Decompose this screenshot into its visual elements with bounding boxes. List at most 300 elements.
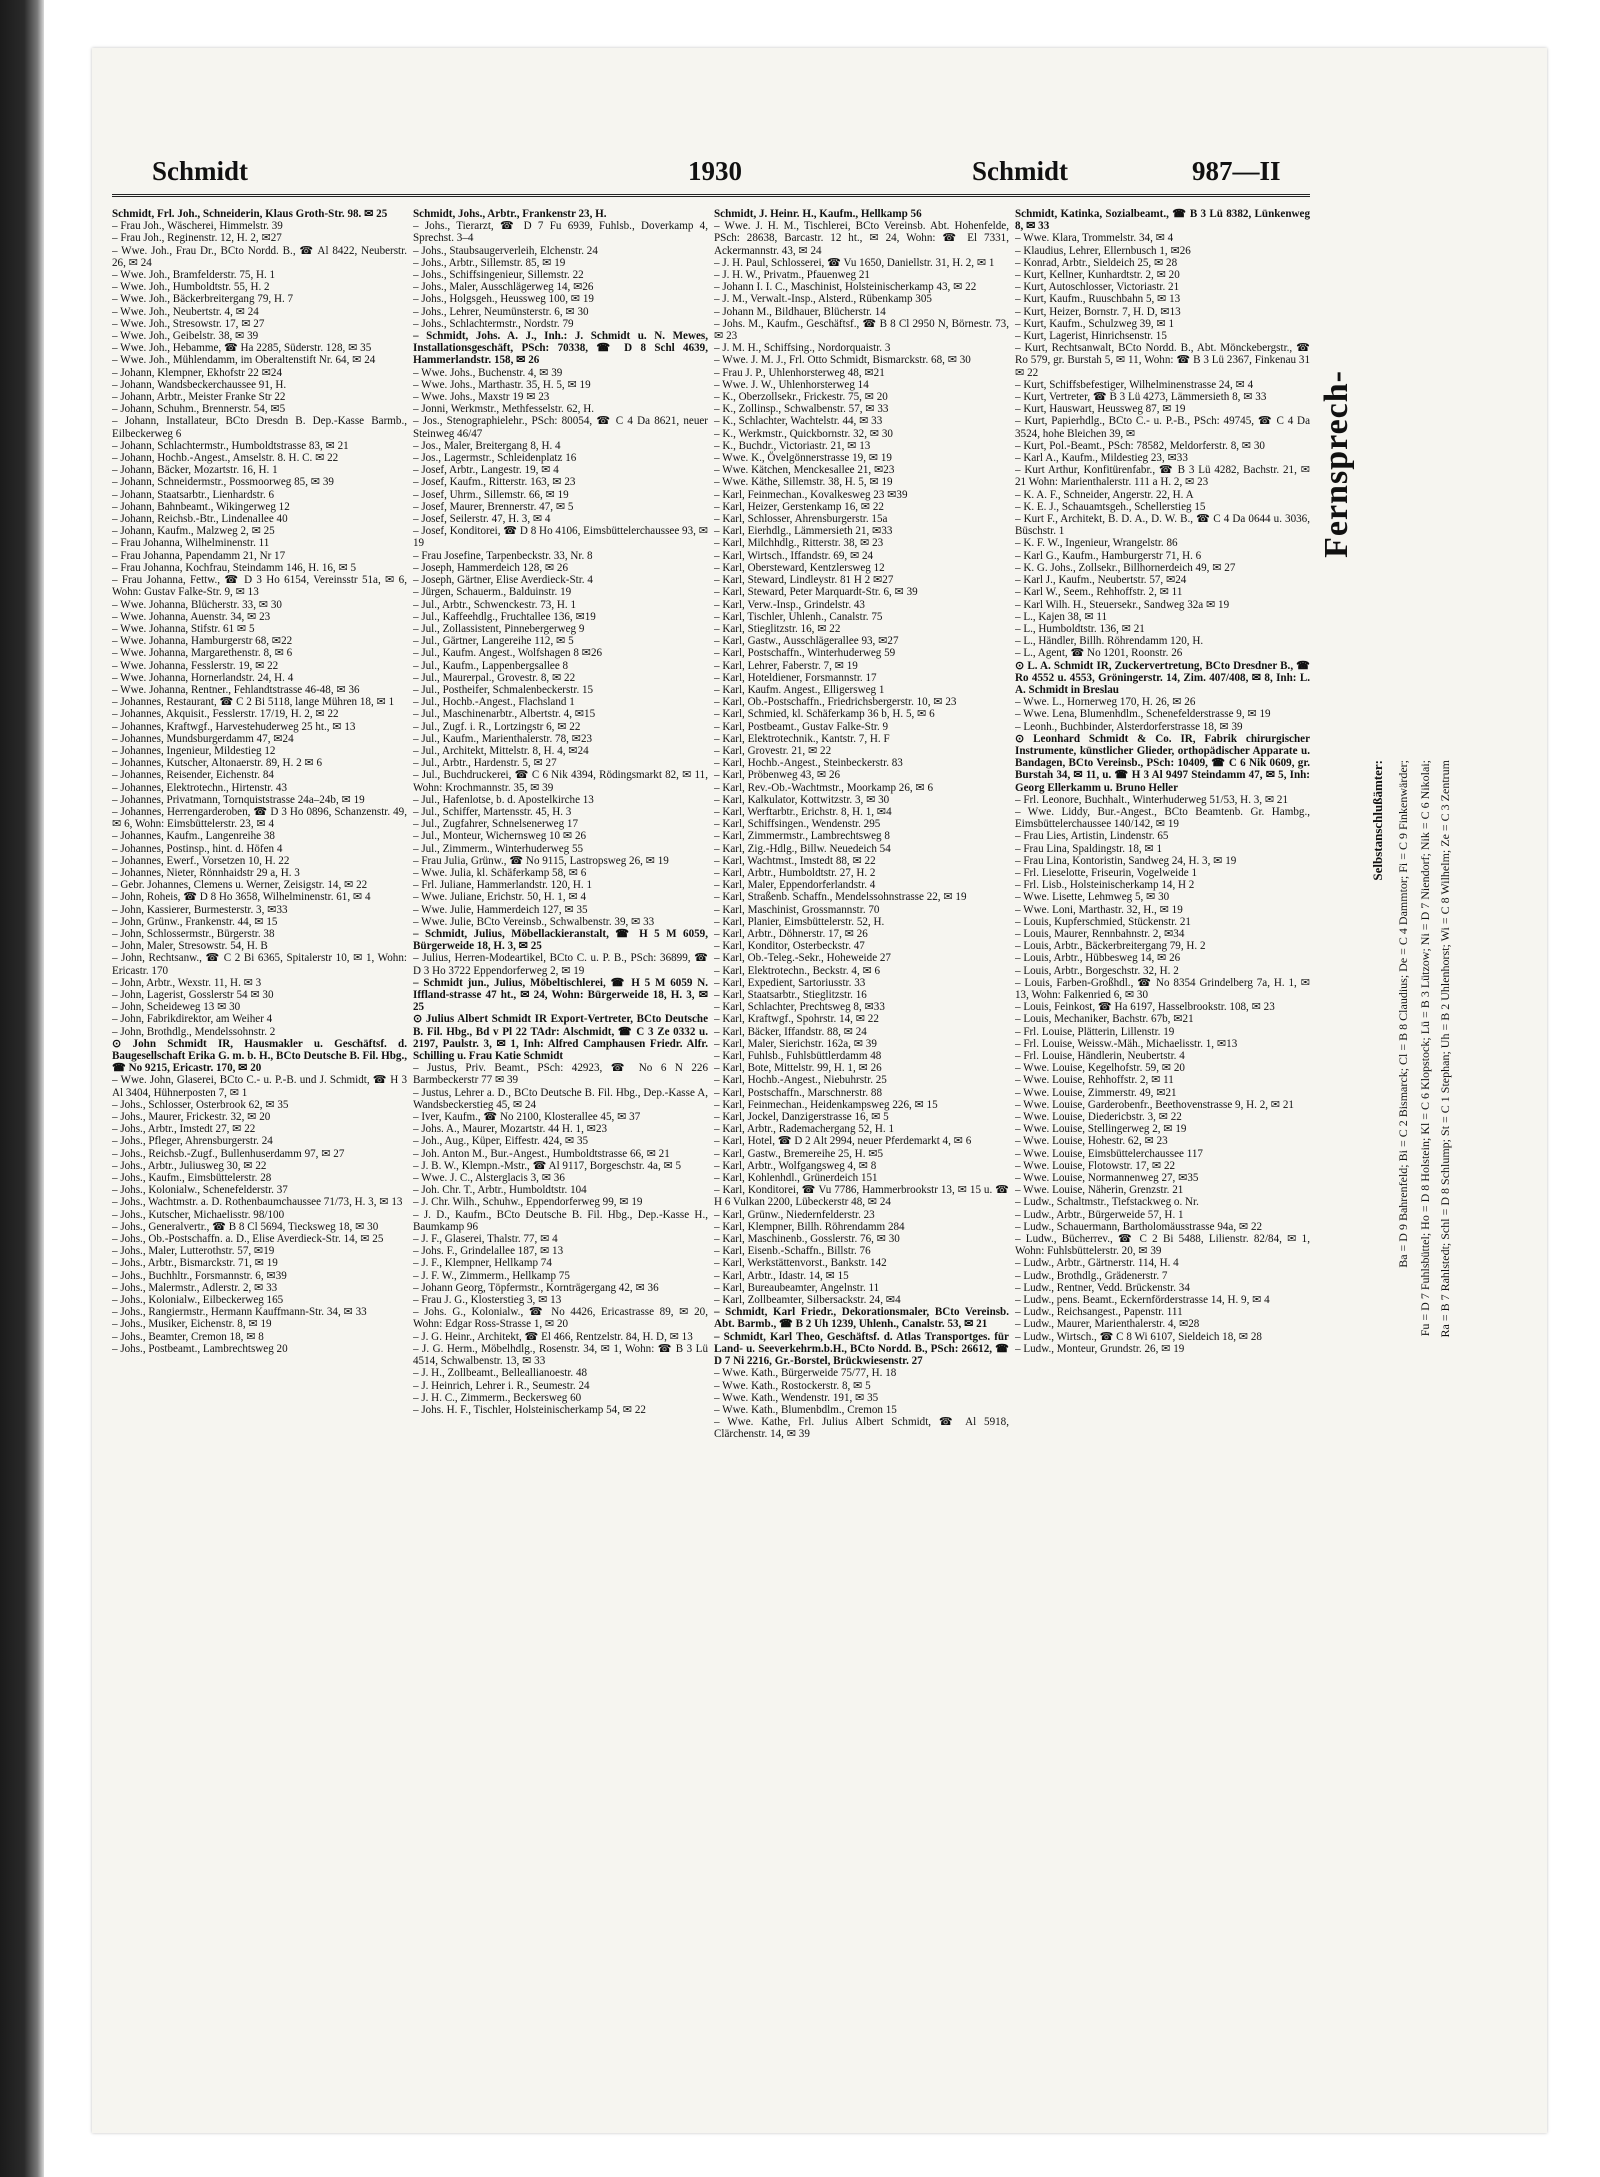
directory-entry: – Johann, Kaufm., Malzweg 2, ✉ 25 xyxy=(112,525,275,538)
directory-entry: – Kurt Arthur, Konfitürenfabr., ☎ B 3 Lü 4282, Bachstr. 21, ✉ 21 Wohn: Marienthalerstr. 111 a H. 2, ✉ 23 xyxy=(1015,464,1310,489)
directory-entry: – Louis, Farben-Großhdl., ☎ No 8354 Grindelberg 7a, H. 1, ✉ 13, Wohn: Falkenried 6, ✉ 30 xyxy=(1015,976,1310,1001)
directory-entry: – Johann, Installateur, BCto Dresdn B. Dep.-Kasse Barmb., Eilbeckerweg 6 xyxy=(112,415,407,440)
directory-entry: – Wwe. Louise, Zimmerstr. 49, ✉21 xyxy=(1015,1086,1177,1099)
directory-entry: – Frl. Louise, Händlerin, Neubertstr. 4 xyxy=(1015,1050,1185,1063)
directory-entry: ⊙ Julius Albert Schmidt IR Export-Vertreter, BCto Deutsche B. Fil. Hbg., Bd v Pl 22 TAdr: Alschmidt, ☎ C 3 Ze 0332 u. 2197, Paulstr. 3, ✉ 1, Inh: Alfred Camphausen Friedr. Alfr. Schilling u. Frau Katie Schmidt xyxy=(413,1013,708,1063)
directory-entry: – Wwe. Louise, Eimsbüttelerchaussee 117 xyxy=(1015,1147,1203,1160)
directory-entry: – Julius, Herren-Modeartikel, BCto C. u. P. B., PSch: 36899, ☎ D 3 Ho 3722 Eppendorferweg 2, ✉ 19 xyxy=(413,952,708,977)
directory-entry: – Johannes, Restaurant, ☎ C 2 Bi 5118, lange Mühren 18, ✉ 1 xyxy=(112,696,395,709)
directory-entry: – Jul., Monteur, Wichernsweg 10 ✉ 26 xyxy=(413,830,587,843)
directory-entry: – L., Agent, ☎ No 1201, Roonstr. 26 xyxy=(1015,647,1183,660)
directory-entry: – Karl, Kraftwgf., Spohrstr. 14, ✉ 22 xyxy=(714,1013,879,1026)
directory-entry: – Jul., Zollassistent, Pinnebergerweg 9 xyxy=(413,622,585,635)
directory-entry: – Jürgen, Schauerm., Balduinstr. 19 xyxy=(413,586,572,599)
directory-entry: – L., Kajen 38, ✉ 11 xyxy=(1015,610,1108,623)
directory-entry: Schmidt, Katinka, Sozialbeamt., ☎ B 3 Lü 8382, Lünkenweg 8, ✉ 33 xyxy=(1015,208,1310,233)
directory-entry: – Wwe. Joh., Humboldtstr. 55, H. 2 xyxy=(112,281,270,294)
directory-entry: – Karl, Stieglitzstr. 16, ✉ 22 xyxy=(714,622,841,635)
directory-entry: – Wwe. Johanna, Margarethenstr. 8, ✉ 6 xyxy=(112,647,293,660)
directory-entry: – Johannes, Herrengarderoben, ☎ D 3 Ho 0896, Schanzenstr. 49, ✉ 6, Wohn: Eimsbüttelerstr. 23, ✉ 4 xyxy=(112,805,407,831)
directory-entry: – Wwe. Juliane, Erichstr. 50, H. 1, ✉ 4 xyxy=(413,891,587,904)
directory-entry: – Kurt F., Architekt, B. D. A., D. W. B., ☎ C 4 Da 0644 u. 3036, Büschstr. 1 xyxy=(1015,513,1310,538)
directory-entry: Schmidt, J. Heinr. H., Kaufm., Hellkamp 56 xyxy=(714,208,922,220)
directory-entry: – Karl, Ob.-Teleg.-Sekr., Hoheweide 27 xyxy=(714,952,891,965)
directory-entry: – Karl, Pröbenweg 43, ✉ 26 xyxy=(714,769,841,782)
directory-entry: – Johs., Kolonialw., Eilbeckerweg 165 xyxy=(112,1294,284,1307)
directory-entry: – Karl, Maler, Eppendorferlandstr. 4 xyxy=(714,879,876,892)
directory-entry: – Wwe. Joh., Stresowstr. 17, ✉ 27 xyxy=(112,317,265,330)
directory-entry: – Johs. M., Kaufm., Geschäftsf., ☎ B 8 Cl 2950 N, Börnestr. 73, ✉ 23 xyxy=(714,317,1009,343)
directory-entry: – Joseph, Gärtner, Elise Averdieck-Str. 4 xyxy=(413,574,593,587)
directory-entry: – Karl, Tischler, Uhlenh., Canalstr. 75 xyxy=(714,610,883,623)
directory-entry: – Karl, Arbtr., Idastr. 14, ✉ 15 xyxy=(714,1269,849,1282)
directory-entry: – Karl, Gastw., Ausschlägerallee 93, ✉27 xyxy=(714,635,899,648)
directory-entry: – John, Grünw., Frankenstr. 44, ✉ 15 xyxy=(112,915,278,928)
directory-entry: – Karl, Postschaffn., Marschnerstr. 88 xyxy=(714,1086,883,1099)
directory-entry: – Jos., Maler, Breitergang 8, H. 4 xyxy=(413,439,561,452)
directory-entry: – Louis, Arbtr., Bäckerbreitergang 79, H. 2 xyxy=(1015,940,1206,953)
directory-entry: – Karl, Jockel, Danzigerstrasse 16, ✉ 5 xyxy=(714,1111,889,1124)
directory-entry: – Frl. Lisb., Holsteinischerkamp 14, H 2 xyxy=(1015,879,1195,892)
directory-entry: – Frau Joh., Wäscherei, Himmelstr. 39 xyxy=(112,220,283,233)
column-4 xyxy=(1015,208,1310,2056)
directory-entry: – John, Arbtr., Wexstr. 11, H. ✉ 3 xyxy=(112,976,262,989)
directory-entry: – Karl, Arbtr., Döhnerstr. 17, ✉ 26 xyxy=(714,927,868,940)
directory-entry: – Karl, Kaufm. Angest., Elligersweg 1 xyxy=(714,683,885,696)
directory-entry: – Ludw., Maurer, Marienthalerstr. 4, ✉28 xyxy=(1015,1318,1200,1331)
directory-entry: – Karl, Hotel, ☎ D 2 Alt 2994, neuer Pferdemarkt 4, ✉ 6 xyxy=(714,1135,972,1148)
directory-entry: – Wwe. Louise, Rehhoffstr. 2, ✉ 11 xyxy=(1015,1074,1174,1087)
directory-entry: – K., Buchdr., Victoriastr. 21, ✉ 13 xyxy=(714,439,871,452)
directory-entry: – Karl, Gastw., Bremereihe 25, H. ✉5 xyxy=(714,1147,884,1160)
directory-entry: – Karl, Verw.-Insp., Grindelstr. 43 xyxy=(714,598,865,611)
directory-entry: – Louis, Feinkost, ☎ Ha 6197, Hasselbrookstr. 108, ✉ 23 xyxy=(1015,1001,1275,1014)
directory-entry: – John, Brothdlg., Mendelssohnstr. 2 xyxy=(112,1025,276,1038)
directory-entry: – Karl, Kalkulator, Kottwitzstr. 3, ✉ 30 xyxy=(714,793,890,806)
directory-entry: – Wwe. J. M. J., Frl. Otto Schmidt, Bismarckstr. 68, ✉ 30 xyxy=(714,354,971,367)
directory-entry: – Karl W., Seem., Rehhoffstr. 2, ✉ 11 xyxy=(1015,586,1183,599)
directory-entry: – Ludw., Reichsangest., Papenstr. 111 xyxy=(1015,1306,1183,1319)
directory-entry: ⊙ John Schmidt IR, Hausmakler u. Geschäftsf. d. Baugesellschaft Erika G. m. b. H., BCto Deutsche B. Fil. Hbg., ☎ No 9215, Ericastr. 170, ✉ 20 xyxy=(112,1037,407,1075)
directory-entry: – Johann, Wandsbeckerchaussee 91, H. xyxy=(112,378,287,391)
directory-entry: – Wwe. Käthe, Sillemstr. 38, H. 5, ✉ 19 xyxy=(714,476,893,489)
directory-entry: – Karl, Fuhlsb., Fuhlsbüttlerdamm 48 xyxy=(714,1050,882,1063)
directory-entry: – Karl, Postbeamt., Gustav Falke-Str. 9 xyxy=(714,720,889,733)
directory-entry: – Johannes, Postinsp., hint. d. Höfen 4 xyxy=(112,842,283,855)
directory-entry: – Karl, Maler, Sierichstr. 162a, ✉ 39 xyxy=(714,1037,877,1050)
directory-entry: – Karl, Grünw., Niedernfelderstr. 23 xyxy=(714,1208,875,1221)
directory-entry: – Wwe. Joh., Bäckerbreitergang 79, H. 7 xyxy=(112,293,294,306)
directory-entry: – L., Händler, Billh. Röhrendamm 120, H. xyxy=(1015,635,1204,648)
directory-entry: – Karl A., Kaufm., Mildestieg 23, ✉33 xyxy=(1015,452,1188,465)
directory-entry: – Schmidt, Johs. A. J., Inh.: J. Schmidt u. N. Mewes, Installationsgeschäft, PSch: 70338, ☎ D 8 Schl 4639, Hammerlandstr. 158, ✉ 26 xyxy=(413,330,708,367)
directory-entry: – Wwe. Liddy, Bur.-Angest., BCto Beamtenb. Gr. Hambg., Eimsbüttelerchaussee 140/142, ✉ 19 xyxy=(1015,805,1310,831)
book-spine xyxy=(0,0,44,2177)
header-rule xyxy=(112,194,1310,197)
directory-entry: – Karl, Rev.-Ob.-Wachtmstr., Moorkamp 26, ✉ 6 xyxy=(714,781,934,794)
directory-entry: – Jul., Maschinenarbtr., Albertstr. 4, ✉15 xyxy=(413,708,596,721)
directory-entry: – Wwe. Louise, Flotowstr. 17, ✉ 22 xyxy=(1015,1159,1176,1172)
directory-entry: – Karl, Schlachter, Prechtsweg 8, ✉33 xyxy=(714,1001,885,1014)
directory-entry: – Josef, Arbtr., Langestr. 19, ✉ 4 xyxy=(413,464,559,477)
directory-entry: – Gebr. Johannes, Clemens u. Werner, Zeisigstr. 14, ✉ 22 xyxy=(112,879,368,892)
directory-entry: – Josef, Maurer, Brennerstr. 47, ✉ 5 xyxy=(413,500,574,513)
directory-entry: – J. H., Zollbeamt., Belleallianoestr. 48 xyxy=(413,1367,588,1380)
directory-entry: – Karl, Zig.-Hdlg., Billw. Neuedeich 54 xyxy=(714,842,891,855)
directory-entry: – Frau Josefine, Tarpenbeckstr. 33, Nr. 8 xyxy=(413,549,593,562)
directory-entry: – John, Fabrikdirektor, am Weiher 4 xyxy=(112,1013,273,1026)
directory-entry: – K., Oberzollsekr., Frickestr. 75, ✉ 20 xyxy=(714,391,888,404)
directory-entry: – Kurt, Papierhdlg., BCto C.- u. P.-B., PSch: 49745, ☎ C 4 Da 3524, hohe Bleichen 39, ✉ xyxy=(1015,415,1310,440)
directory-entry: – Karl, Schlosser, Ahrensburgerstr. 15a xyxy=(714,513,888,526)
directory-entry: – Johs., Schiffsingenieur, Sillemstr. 22 xyxy=(413,269,584,282)
directory-entry: – Johann, Klempner, Ekhofstr 22 ✉24 xyxy=(112,366,282,379)
running-head-left: Schmidt xyxy=(152,156,249,186)
directory-entry: – Wwe. Lena, Blumenhdlm., Schenefelderstrasse 9, ✉ 19 xyxy=(1015,708,1271,721)
directory-entry: – Wwe. Johs., Buchenstr. 4, ✉ 39 xyxy=(413,366,563,379)
directory-entry: – Schmidt, Karl Friedr., Dekorationsmaler, BCto Vereinsb. Abt. Barmb., ☎ B 2 Uh 1239, Uhlenh., Canalstr. 53, ✉ 21 xyxy=(714,1306,1009,1331)
directory-entry: – Karl, Feinmechan., Kovalkesweg 23 ✉39 xyxy=(714,488,908,501)
directory-entry: – Johs., Maler, Ausschlägerweg 14, ✉26 xyxy=(413,281,594,294)
directory-entry: – Josef, Konditorei, ☎ D 8 Ho 4106, Eimsbüttelerchaussee 93, ✉ 19 xyxy=(413,525,708,550)
directory-entry: – Karl, Hochb.-Angest., Niebuhrstr. 25 xyxy=(714,1074,887,1087)
directory-entry: – J. M., Verwalt.-Insp., Alsterd., Rübenkamp 305 xyxy=(714,293,932,306)
directory-entry: – Frau Johanna, Wilhelminenstr. 11 xyxy=(112,537,270,550)
directory-entry: – Kurt, Schiffsbefestiger, Wilhelminenstrasse 24, ✉ 4 xyxy=(1015,378,1254,391)
directory-entry: – Karl, Elektrotechn., Beckstr. 4, ✉ 6 xyxy=(714,964,881,977)
directory-entry: – Frau Johanna, Kochfrau, Steindamm 146, H. 16, ✉ 5 xyxy=(112,561,357,574)
directory-entry: – John, Schlossermstr., Bürgerstr. 38 xyxy=(112,927,275,940)
directory-entry: – Louis, Kupferschmied, Stückenstr. 21 xyxy=(1015,915,1191,928)
directory-entry: – K., Schlachter, Wachtelstr. 44, ✉ 33 xyxy=(714,415,883,428)
directory-entry: – Louis, Mechaniker, Bachstr. 67b, ✉21 xyxy=(1015,1013,1194,1026)
exchange-legend xyxy=(1318,200,1548,2060)
directory-entry: – Karl, Maschinist, Grossmannstr. 70 xyxy=(714,903,880,916)
directory-entry: – Wwe. Louise, Kegelhofstr. 59, ✉ 20 xyxy=(1015,1062,1185,1075)
directory-entry: – Frl. Leonore, Buchhalt., Winterhuderweg 51/53, H. 3, ✉ 21 xyxy=(1015,793,1288,806)
directory-entry: – Ludw., Rentner, Vedd. Brückenstr. 34 xyxy=(1015,1281,1190,1294)
directory-entry: – J. D., Kaufm., BCto Deutsche B. Fil. Hbg., Dep.-Kasse H., Baumkamp 96 xyxy=(413,1208,708,1233)
directory-entry: – Ludw., Wirtsch., ☎ C 8 Wi 6107, Sieldeich 18, ✉ 28 xyxy=(1015,1330,1262,1343)
directory-entry: – Louis, Arbtr., Borgeschstr. 32, H. 2 xyxy=(1015,964,1179,977)
directory-entry: – Frl. Louise, Plätterin, Lillenstr. 19 xyxy=(1015,1025,1175,1038)
directory-entry: – Wwe. Joh., Neubertstr. 4, ✉ 24 xyxy=(112,305,259,318)
directory-entry: – Jul., Buchdruckerei, ☎ C 6 Nik 4394, Rödingsmarkt 82, ✉ 11, Wohn: Krochmannstr. 35, ✉ 39 xyxy=(413,769,708,794)
directory-entry: – Johs., Maler, Lutterothstr. 57, ✉19 xyxy=(112,1245,275,1258)
directory-entry: – Johannes, Mundsburgerdamm 47, ✉24 xyxy=(112,732,294,745)
directory-entry: – Jul., Maurerpal., Grovestr. 8, ✉ 22 xyxy=(413,671,576,684)
directory-entry: – Justus, Lehrer a. D., BCto Deutsche B. Fil. Hbg., Dep.-Kasse A, Wandsbeckerstieg 45, ✉ 24 xyxy=(413,1086,708,1111)
directory-entry: – Wwe. Loni, Marthastr. 32, H., ✉ 19 xyxy=(1015,903,1183,916)
directory-entry: – Karl, Zollbeamter, Silbersackstr. 24, ✉4 xyxy=(714,1294,901,1307)
directory-entry: – Wwe. John, Glaserei, BCto C.- u. P.-B. und J. Schmidt, ☎ H 3 Al 3404, Hühnerposten 7, ✉ 1 xyxy=(112,1074,407,1099)
directory-entry: – Karl, Postschaffn., Winterhuderweg 59 xyxy=(714,647,896,660)
directory-entry: – Johs., Maurer, Frickestr. 32, ✉ 20 xyxy=(112,1111,271,1124)
directory-entry: – Johs., Buchhltr., Forsmannstr. 6, ✉39 xyxy=(112,1269,287,1282)
directory-entry: – Kurt, Heizer, Bornstr. 7, H. D, ✉13 xyxy=(1015,305,1181,318)
directory-entry: – K. F. W., Ingenieur, Wrangelstr. 86 xyxy=(1015,537,1178,550)
directory-entry: – Johannes, Nieter, Rönnhaidstr 29 a, H. 3 xyxy=(112,866,300,879)
directory-entry: – Wwe. Joh., Hebamme, ☎ Ha 2285, Süderstr. 128, ✉ 35 xyxy=(112,342,372,355)
page-year: 1930 xyxy=(688,156,742,186)
column-3 xyxy=(714,208,1009,2056)
directory-entry: – Johannes, Ingenieur, Mildestieg 12 xyxy=(112,744,276,757)
directory-entry: – Karl, Arbtr., Rademachergang 52, H. 1 xyxy=(714,1123,895,1136)
page-number: 987—II xyxy=(1192,156,1281,186)
directory-entry: – Johs. F., Grindelallee 187, ✉ 13 xyxy=(413,1245,564,1258)
directory-entry: – Karl, Expedient, Sartoriusstr. 33 xyxy=(714,976,866,989)
directory-entry: – Johs., Kaufm., Eimsbüttelerstr. 28 xyxy=(112,1172,272,1185)
directory-entry: – John, Lagerist, Gosslerstr 54 ✉ 30 xyxy=(112,989,274,1001)
directory-entry: ⊙ L. A. Schmidt IR, Zuckervertretung, BCto Dresdner B., ☎ Ro 4552 u. 4553, Gröningerstr. 14, Zim. 407/408, ✉ 8, Inh: L. A. Schmidt in Breslau xyxy=(1015,659,1310,696)
directory-entry: – Karl, Heizer, Gerstenkamp 16, ✉ 22 xyxy=(714,500,884,513)
directory-entry: – Wwe. Johanna, Auenstr. 34, ✉ 23 xyxy=(112,610,271,623)
directory-entry: – Josef, Uhrm., Sillemstr. 66, ✉ 19 xyxy=(413,488,569,501)
column-2 xyxy=(413,208,708,2056)
directory-entry: – Leonh., Buchbinder, Alsterdorferstrasse 18, ✉ 39 xyxy=(1015,720,1243,733)
directory-entry: – Johs. A., Maurer, Mozartstr. 44 H. 1, ✉23 xyxy=(413,1123,608,1136)
directory-entry: – Karl, Bäcker, Iffandstr. 88, ✉ 24 xyxy=(714,1025,867,1038)
directory-entry: – Jul., Kaufm. Angest., Wolfshagen 8 ✉26 xyxy=(413,647,603,660)
directory-entry: – Jul., Zugfahrer, Schnelsenerweg 17 xyxy=(413,818,578,831)
directory-entry: – Wwe. Johanna, Fesslerstr. 19, ✉ 22 xyxy=(112,659,279,672)
directory-entry: – Wwe. Julie, BCto Vereinsb., Schwalbenstr. 39, ✉ 33 xyxy=(413,915,655,928)
directory-entry: – Johann M., Bildhauer, Blücherstr. 14 xyxy=(714,305,886,318)
directory-entry: – Johann I. I. C., Maschinist, Holsteinischerkamp 43, ✉ 22 xyxy=(714,281,977,294)
directory-entry: – Kurt, Kaufm., Schulzweg 39, ✉ 1 xyxy=(1015,317,1175,330)
directory-entry: – Frl. Juliane, Hammerlandstr. 120, H. 1 xyxy=(413,879,593,892)
directory-entry: – Wwe. Johanna, Hamburgerstr 68, ✉22 xyxy=(112,635,293,648)
directory-entry: – Joseph, Hammerdeich 128, ✉ 26 xyxy=(413,561,569,574)
directory-entry: – John, Roheis, ☎ D 8 Ho 3658, Wilhelminenstr. 61, ✉ 4 xyxy=(112,891,371,904)
legend-line-1: Ba = D 9 Bahrenfeld; Bi = C 2 Bismarck; Cl = B 8 Claudius; De = C 4 Dammtor; Fi = C 9 Finkenwärder; xyxy=(1396,760,1410,1268)
directory-entry: – Johs. G., Kolonialw., ☎ No 4426, Ericastrasse 89, ✉ 20, Wohn: Edgar Ross-Strasse 1, ✉ 20 xyxy=(413,1306,708,1331)
directory-entry: – K., Werkmstr., Quickbornstr. 32, ✉ 30 xyxy=(714,427,893,440)
directory-entry: – Wwe. Kath., Bürgerweide 75/77, H. 18 xyxy=(714,1367,897,1380)
directory-entry: – Johs., Arbtr., Bismarckstr. 71, ✉ 19 xyxy=(112,1257,278,1270)
directory-entry: – Ludw., Arbtr., Gärtnerstr. 114, H. 4 xyxy=(1015,1257,1179,1270)
directory-entry: – Karl, Bote, Mittelstr. 99, H. 1, ✉ 26 xyxy=(714,1062,882,1075)
directory-entry: – Frl. Lieselotte, Friseurin, Vogelweide 1 xyxy=(1015,866,1197,879)
directory-entry: – J. F., Klempner, Hellkamp 74 xyxy=(413,1257,552,1270)
directory-entry: – Johann, Staatsarbtr., Lienhardstr. 6 xyxy=(112,488,275,501)
legend-subtitle: Selbstanschlußämter: xyxy=(1370,760,1385,881)
directory-entry: – Jul., Zimmerm., Winterhuderweg 55 xyxy=(413,842,584,855)
directory-entry: – John, Maler, Stresowstr. 54, H. B xyxy=(112,940,268,953)
directory-entry: – Joh. Chr. T., Arbtr., Humboldtstr. 104 xyxy=(413,1184,587,1197)
directory-entry: – Karl, Schiffsingen., Wendenstr. 295 xyxy=(714,818,881,831)
directory-entry: – Wwe. Louise, Hohestr. 62, ✉ 23 xyxy=(1015,1135,1168,1148)
directory-entry: – Johannes, Kutscher, Altonaerstr. 89, H. 2 ✉ 6 xyxy=(112,757,323,770)
directory-entry: – Frau Johanna, Papendamm 21, Nr 17 xyxy=(112,549,286,562)
directory-entry: – Frl. Louise, Weissw.-Mäh., Michaelisstr. 1, ✉13 xyxy=(1015,1037,1238,1050)
directory-entry: – Kurt, Lagerist, Hinrichsenstr. 15 xyxy=(1015,330,1167,343)
directory-entry: – Karl, Straßenb. Schaffn., Mendelssohnstrasse 22, ✉ 19 xyxy=(714,891,967,904)
directory-entry: – Wwe. Johs., Maxstr 19 ✉ 23 xyxy=(413,391,550,404)
directory-entry: – Karl G., Kaufm., Hamburgerstr 71, H. 6 xyxy=(1015,549,1202,562)
directory-entry: – Johs., Staubsaugerverleih, Elchenstr. 24 xyxy=(413,244,598,257)
directory-entry: – Wwe. Julie, Hammerdeich 127, ✉ 35 xyxy=(413,903,588,916)
directory-entry: – J. G. Herm., Möbelhdlg., Rosenstr. 34, ✉ 1, Wohn: ☎ B 3 Lü 4514, Schwalbenstr. 13, ✉ 33 xyxy=(413,1342,708,1368)
directory-entry: – K. E. J., Schauamtsgeh., Schellerstieg 15 xyxy=(1015,500,1206,513)
directory-entry: – Wwe. Kath., Rostockerstr. 8, ✉ 5 xyxy=(714,1379,871,1392)
directory-entry: – Frau Lina, Kontoristin, Sandweg 24, H. 3, ✉ 19 xyxy=(1015,854,1237,867)
directory-entry: – J. F., Glaserei, Thalstr. 77, ✉ 4 xyxy=(413,1233,558,1246)
directory-entry: – Wwe. Louise, Garderobenfr., Beethovenstrasse 9, H. 2, ✉ 21 xyxy=(1015,1098,1294,1111)
directory-entry: – Jos., Stenographielehr., PSch: 80054, ☎ C 4 Da 8621, neuer Steinweg 46/47 xyxy=(413,415,708,440)
directory-entry: – Wwe. Louise, Näherin, Grenzstr. 21 xyxy=(1015,1184,1184,1197)
legend-title: Fernsprech- xyxy=(1318,370,1355,558)
directory-entry: – Karl, Steward, Lindleystr. 81 H 2 ✉27 xyxy=(714,574,894,587)
directory-entry: – Johannes, Elektrotechn., Hirtenstr. 43 xyxy=(112,781,287,794)
running-head-right: Schmidt xyxy=(972,156,1069,186)
directory-entry: – Wwe. Kath., Wendenstr. 191, ✉ 35 xyxy=(714,1391,879,1404)
directory-entry: – Johs. H. F., Tischler, Holsteinischerkamp 54, ✉ 22 xyxy=(413,1403,646,1416)
directory-entry: – Joh. Anton M., Bur.-Angest., Humboldtstrasse 66, ✉ 21 xyxy=(413,1147,670,1160)
directory-entry: – Johs., Beamter, Cremon 18, ✉ 8 xyxy=(112,1330,264,1343)
directory-entry: – Louis, Maurer, Rennbahnstr. 2, ✉34 xyxy=(1015,927,1185,940)
directory-entry: – Karl, Wachtmst., Imstedt 88, ✉ 22 xyxy=(714,854,876,867)
directory-entry: – Johannes, Akquisit., Fesslerstr. 17/19, H. 2, ✉ 22 xyxy=(112,708,339,721)
directory-entry: – Karl, Lehrer, Faberstr. 7, ✉ 19 xyxy=(714,659,858,672)
directory-entry: – Karl, Werkstättenvorst., Bankstr. 142 xyxy=(714,1257,887,1270)
directory-entry: – Wwe. Klara, Trommelstr. 34, ✉ 4 xyxy=(1015,232,1174,245)
directory-entry: – Johannes, Kraftwgf., Harvestehuderweg 25 ht., ✉ 13 xyxy=(112,720,356,733)
directory-entry: – Johs., Generalvertr., ☎ B 8 Cl 5694, Tiecksweg 18, ✉ 30 xyxy=(112,1220,379,1233)
directory-entry: – Iver, Kaufm., ☎ No 2100, Klosterallee 45, ✉ 37 xyxy=(413,1111,641,1124)
directory-entry: – Wwe. Lisette, Lehmweg 5, ✉ 30 xyxy=(1015,891,1170,904)
directory-entry: – J. F. W., Zimmerm., Hellkamp 75 xyxy=(413,1269,570,1282)
directory-entry: – Karl, Grovestr. 21, ✉ 22 xyxy=(714,744,832,757)
directory-entry: – Wwe. Louise, Stellingerweg 2, ✉ 19 xyxy=(1015,1123,1187,1136)
directory-entry: – Karl, Schmied, kl. Schäferkamp 36 b, H. 5, ✉ 6 xyxy=(714,708,935,721)
directory-columns xyxy=(112,208,1310,2056)
directory-entry: – Karl, Kohlenhdl., Grünerdeich 151 xyxy=(714,1172,878,1185)
directory-entry: – Wwe. Johanna, Rentner., Fehlandtstrasse 46-48, ✉ 36 xyxy=(112,683,360,696)
directory-entry: – Kurt, Autoschlosser, Victoriastr. 21 xyxy=(1015,281,1180,294)
directory-entry: – J. H. C., Zimmerm., Beckersweg 60 xyxy=(413,1391,582,1404)
directory-entry: – Johs., Arbtr., Sillemstr. 85, ✉ 19 xyxy=(413,256,566,269)
directory-entry: – Karl, Werftarbtr., Erichstr. 8, H. 1, ✉4 xyxy=(714,805,892,818)
directory-entry: – Jul., Zugf. i. R., Lortzingstr 6, ✉ 22 xyxy=(413,720,581,733)
directory-entry: – J. H. W., Privatm., Pfauenweg 21 xyxy=(714,269,870,282)
directory-entry: – Jul., Kaufm., Marienthalerstr. 78, ✉23 xyxy=(413,732,593,745)
directory-entry: – Kurt, Pol.-Beamt., PSch: 78582, Meldorferstr. 8, ✉ 30 xyxy=(1015,439,1265,452)
directory-entry: Schmidt, Johs., Arbtr., Frankenstr 23, H. xyxy=(413,208,607,220)
directory-entry: – Wwe. Joh., Bramfelderstr. 75, H. 1 xyxy=(112,269,276,282)
directory-entry: – Karl, Milchhdlg., Ritterstr. 38, ✉ 23 xyxy=(714,537,884,550)
directory-entry: – Johs., Malermstr., Adlerstr. 2, ✉ 33 xyxy=(112,1281,278,1294)
directory-entry: – Kurt, Hauswart, Heussweg 87, ✉ 19 xyxy=(1015,403,1186,416)
directory-entry: – Johann Georg, Töpfermstr., Kornträgergang 42, ✉ 36 xyxy=(413,1281,659,1294)
directory-entry: – Johann, Bahnbeamt., Wikingerweg 12 xyxy=(112,500,290,513)
directory-entry: – Wwe. Joh., Mühlendamm, im Oberaltenstift Nr. 64, ✉ 24 xyxy=(112,354,376,367)
directory-entry: – L., Humboldtstr. 136, ✉ 21 xyxy=(1015,622,1145,635)
directory-entry: – Ludw., Brothdlg., Grädenerstr. 7 xyxy=(1015,1269,1168,1282)
directory-entry: – Johs., Pfleger, Ahrensburgerstr. 24 xyxy=(112,1135,273,1148)
directory-entry: – Wwe. J. C., Alsterglacis 3, ✉ 36 xyxy=(413,1172,565,1185)
directory-entry: – Johann, Schneidermstr., Possmoorweg 85, ✉ 39 xyxy=(112,476,334,489)
directory-entry: – Johs., Holgsgeh., Heussweg 100, ✉ 19 xyxy=(413,293,594,306)
directory-entry: – Frau J. P., Uhlenhorsterweg 48, ✉21 xyxy=(714,366,885,379)
directory-entry: – J. H. Paul, Schlosserei, ☎ Vu 1650, Daniellstr. 31, H. 2, ✉ 1 xyxy=(714,256,995,269)
directory-entry: – Karl, Feinmechan., Heidenkampsweg 226, ✉ 15 xyxy=(714,1098,938,1111)
directory-entry: – Johann, Bäcker, Mozartstr. 16, H. 1 xyxy=(112,464,278,477)
directory-entry: – K. G. Johs., Zollsekr., Billhornerdeich 49, ✉ 27 xyxy=(1015,561,1236,574)
directory-entry: – Jul., Postheifer, Schmalenbeckerstr. 15 xyxy=(413,683,594,696)
directory-entry: – Johs., Kutscher, Michaelisstr. 98/100 xyxy=(112,1208,285,1221)
directory-entry: – Karl, Staatsarbtr., Stieglitzstr. 16 xyxy=(714,989,867,1001)
directory-entry: – J. Chr. Wilh., Schuhw., Eppendorferweg 99, ✉ 19 xyxy=(413,1196,643,1209)
directory-entry: – Wwe. Julia, kl. Schäferkamp 58, ✉ 6 xyxy=(413,866,587,879)
directory-entry: – Johs., Lehrer, Neumünsterstr. 6, ✉ 30 xyxy=(413,305,589,318)
directory-entry: – Johs., Wachtmstr. a. D. Rothenbaumchaussee 71/73, H. 3, ✉ 13 xyxy=(112,1196,403,1209)
directory-entry: – Karl, Eisenb.-Schaffn., Billstr. 76 xyxy=(714,1245,871,1258)
legend-line-2: Fu = D 7 Fuhlsbüttel; Ho = D 8 Holstein; Kl = C 6 Klopstock; Lü = B 3 Lützow; Ni = D 7 Niendorf; Nik = C 6 Nikolai; xyxy=(1418,760,1432,1337)
directory-entry: – Wwe. Johanna, Stifstr. 61 ✉ 5 xyxy=(112,622,255,635)
directory-entry: – John, Scheideweg 13 ✉ 30 xyxy=(112,1001,241,1014)
directory-entry: – Johs., Schlosser, Osterbrook 62, ✉ 35 xyxy=(112,1098,289,1111)
directory-entry: Schmidt, Frl. Joh., Schneiderin, Klaus Groth-Str. 98. ✉ 25 xyxy=(112,208,388,220)
directory-entry: – Jul., Arbtr., Hardenstr. 5, ✉ 27 xyxy=(413,757,557,770)
directory-entry: – Ludw., Arbtr., Bürgerweide 57, H. 1 xyxy=(1015,1208,1184,1221)
directory-entry: – Jul., Kaufm., Lappenbergsallee 8 xyxy=(413,659,569,672)
directory-entry: – Josef, Kaufm., Ritterstr. 163, ✉ 23 xyxy=(413,476,576,489)
directory-entry: – Johs., Schlachtermstr., Nordstr. 79 xyxy=(413,317,574,330)
directory-entry: – Johs., Rangiermstr., Hermann Kauffmann-Str. 34, ✉ 33 xyxy=(112,1306,367,1319)
directory-entry: – John, Kassierer, Burmesterstr. 3, ✉33 xyxy=(112,903,288,916)
directory-entry: – Frau Julia, Grünw., ☎ No 9115, Lastropsweg 26, ✉ 19 xyxy=(413,854,669,867)
directory-entry: – Karl, Arbtr., Humboldtstr. 27, H. 2 xyxy=(714,866,876,879)
directory-entry: – Johs., Reichsb.-Zugf., Bullenhuserdamm 97, ✉ 27 xyxy=(112,1147,345,1160)
directory-entry: – K., Zollinsp., Schwalbenstr. 57, ✉ 33 xyxy=(714,403,889,416)
directory-entry: – Wwe. Louise, Normannenweg 27, ✉35 xyxy=(1015,1172,1199,1185)
directory-entry: – J. M. H., Schiffsing., Nordorquaistr. 3 xyxy=(714,342,891,355)
directory-entry: – Karl, Arbtr., Wolfgangsweg 4, ✉ 8 xyxy=(714,1159,877,1172)
directory-entry: – Johs., Kolonialw., Schenefelderstr. 37 xyxy=(112,1184,288,1197)
directory-entry: – Wwe. Kathe, Frl. Julius Albert Schmidt, ☎ Al 5918, Clärchenstr. 14, ✉ 39 xyxy=(714,1416,1009,1441)
directory-entry: – Johann, Schlachtermstr., Humboldtstrasse 83, ✉ 21 xyxy=(112,439,349,452)
directory-entry: – Johs., Ob.-Postschaffn. a. D., Elise Averdieck-Str. 14, ✉ 25 xyxy=(112,1233,384,1246)
directory-entry: – Johs., Tierarzt, ☎ D 7 Fu 6939, Fuhlsb., Doverkamp 4, Sprechst. 3–4 xyxy=(413,220,708,245)
directory-entry: – Karl, Steward, Peter Marquardt-Str. 6, ✉ 39 xyxy=(714,586,918,599)
directory-entry: – Wwe. Kätchen, Menckesallee 21, ✉23 xyxy=(714,464,895,477)
directory-entry: – Johann, Schuhm., Brennerstr. 54, ✉5 xyxy=(112,403,286,416)
directory-entry: – Wwe. Kath., Blumenbdlm., Cremon 15 xyxy=(714,1403,897,1416)
directory-entry: – Karl, Klempner, Billh. Röhrendamm 284 xyxy=(714,1220,905,1233)
directory-entry: – Karl, Maschinenb., Gosslerstr. 76, ✉ 30 xyxy=(714,1233,900,1246)
directory-entry: – Karl, Konditor, Osterbeckstr. 47 xyxy=(714,940,865,953)
directory-entry: – Ludw., Schaltmstr., Tiefstackweg o. Nr. xyxy=(1015,1196,1199,1209)
directory-entry: – Karl, Konditorei, ☎ Vu 7786, Hammerbrookstr 13, ✉ 15 u. ☎ H 6 Vulkan 2200, Lübeckerstr 48, ✉ 24 xyxy=(714,1184,1009,1209)
directory-entry: – Johannes, Reisender, Eichenstr. 84 xyxy=(112,769,274,782)
directory-entry: – J. Heinrich, Lehrer i. R., Seumestr. 24 xyxy=(413,1379,590,1392)
directory-entry: – Johs., Musiker, Eichenstr. 8, ✉ 19 xyxy=(112,1318,272,1331)
directory-entry: – Karl, Planier, Eimsbüttelerstr. 52, H. xyxy=(714,915,885,928)
directory-entry: – Karl, Ob.-Postschaffn., Friedrichsbergerstr. 10, ✉ 23 xyxy=(714,696,957,709)
directory-entry: – Jul., Hafenlotse, b. d. Apostelkirche 13 xyxy=(413,793,594,806)
directory-entry: – Karl, Elektrotechnik., Kantstr. 7, H. F xyxy=(714,732,890,745)
directory-entry: – Karl, Eierhdlg., Lämmersieth 21, ✉33 xyxy=(714,525,893,538)
directory-entry: – Ludw., pens. Beamt., Eckernförderstrasse 14, H. 9, ✉ 4 xyxy=(1015,1294,1270,1307)
column-1 xyxy=(112,208,407,2056)
directory-entry: – Karl, Hochb.-Angest., Steinbeckerstr. 83 xyxy=(714,757,903,770)
directory-entry: – Wwe. K., Övelgönnerstrasse 19, ✉ 19 xyxy=(714,452,892,465)
directory-entry: – Justus, Priv. Beamt., PSch: 42923, ☎ No 6 N 226 Barmbeckerstr 77 ✉ 39 xyxy=(413,1062,708,1087)
directory-entry: – Karl J., Kaufm., Neubertstr. 57, ✉24 xyxy=(1015,574,1187,587)
directory-entry: – Frau J. G., Klosterstieg 3, ✉ 13 xyxy=(413,1294,562,1307)
directory-entry: – J. G. Heinr., Architekt, ☎ El 466, Rentzelstr. 84, H. D, ✉ 13 xyxy=(413,1330,693,1343)
